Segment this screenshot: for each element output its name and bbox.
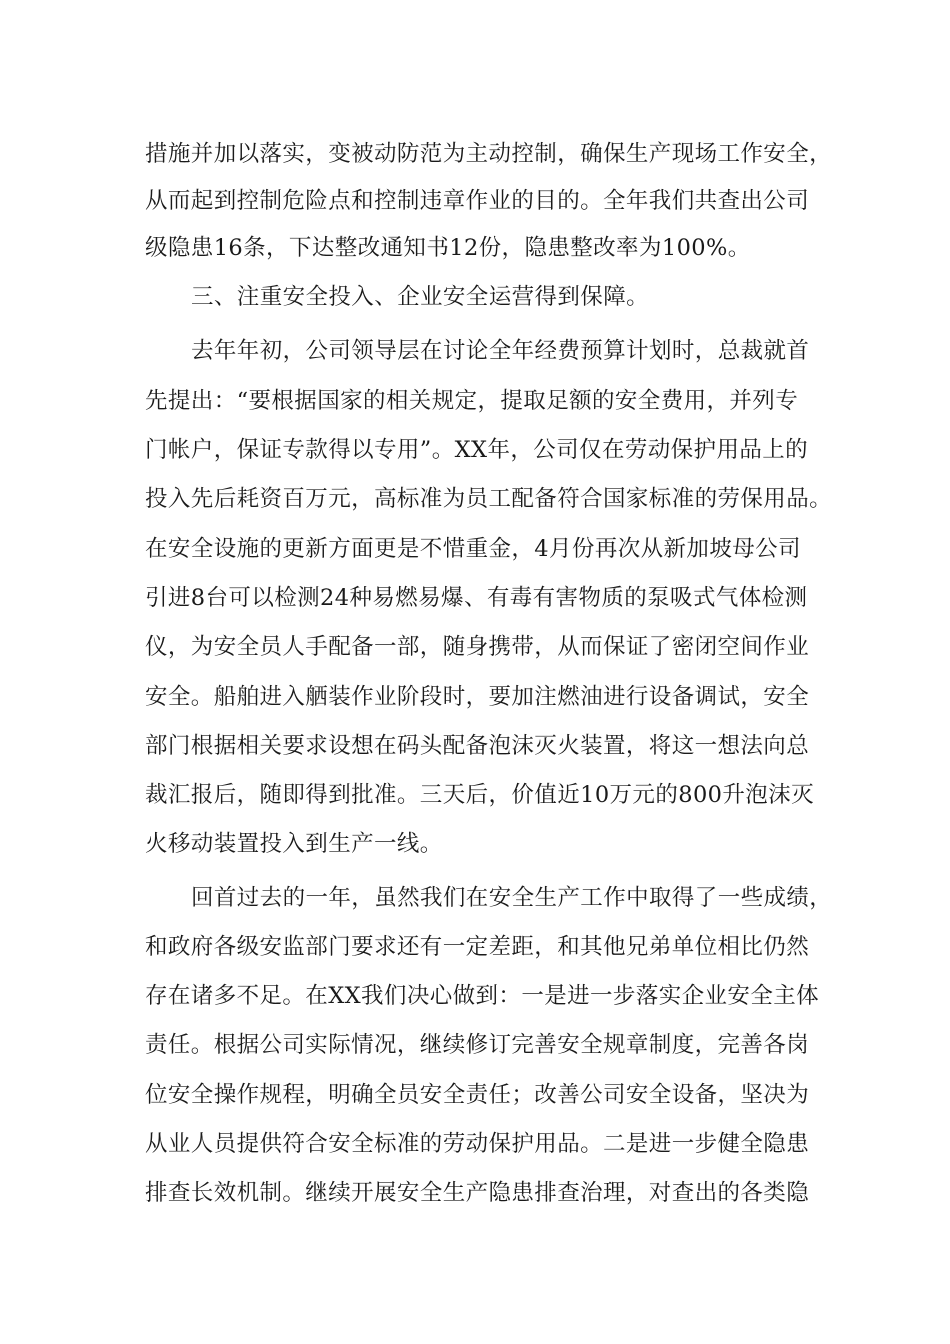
text-line: 部门根据相关要求设想在码头配备泡沫灭火装置，将这一想法向总: [145, 733, 810, 759]
text-line: 从业人员提供符合安全标准的劳动保护用品。二是进一步健全隐患: [145, 1131, 810, 1157]
text-line: 措施并加以落实，变被动防范为主动控制，确保生产现场工作安全，: [145, 141, 833, 167]
section-heading: 三、注重安全投入、企业安全运营得到保障。: [191, 284, 650, 310]
text-line: 存在诸多不足。在XX我们决心做到：一是进一步落实企业安全主体: [145, 983, 820, 1009]
text-line: 安全。船舶进入舾装作业阶段时，要加注燃油进行设备调试，安全: [145, 684, 810, 710]
text-line: 排查长效机制。继续开展安全生产隐患排查治理，对查出的各类隐: [145, 1180, 810, 1206]
text-line: 级隐患16条，下达整改通知书12份，隐患整改率为100%。: [145, 235, 751, 261]
text-line: 门帐户，保证专款得以专用”。XX年，公司仅在劳动保护用品上的: [145, 437, 809, 463]
text-line: 去年年初，公司领导层在讨论全年经费预算计划时，总裁就首: [191, 338, 810, 364]
text-line: 仪，为安全员人手配备一部，随身携带，从而保证了密闭空间作业: [145, 634, 810, 660]
text-line: 责任。根据公司实际情况，继续修订完善安全规章制度，完善各岗: [145, 1032, 810, 1058]
text-line: 位安全操作规程，明确全员安全责任；改善公司安全设备，坚决为: [145, 1082, 810, 1108]
text-line: 回首过去的一年，虽然我们在安全生产工作中取得了一些成绩，: [191, 885, 833, 911]
text-line: 从而起到控制危险点和控制违章作业的目的。全年我们共查出公司: [145, 188, 810, 214]
text-line: 先提出：“要根据国家的相关规定，提取足额的安全费用，并列专: [145, 388, 799, 414]
text-line: 和政府各级安监部门要求还有一定差距，和其他兄弟单位相比仍然: [145, 934, 810, 960]
text-line: 裁汇报后，随即得到批准。三天后，价值近10万元的800升泡沫灭: [145, 782, 814, 808]
text-line: 引进8台可以检测24种易燃易爆、有毒有害物质的泵吸式气体检测: [145, 585, 808, 611]
text-line: 火移动装置投入到生产一线。: [145, 831, 443, 857]
text-line: 投入先后耗资百万元，高标准为员工配备符合国家标准的劳保用品。: [145, 486, 833, 512]
text-line: 在安全设施的更新方面更是不惜重金，4月份再次从新加坡母公司: [145, 536, 801, 562]
